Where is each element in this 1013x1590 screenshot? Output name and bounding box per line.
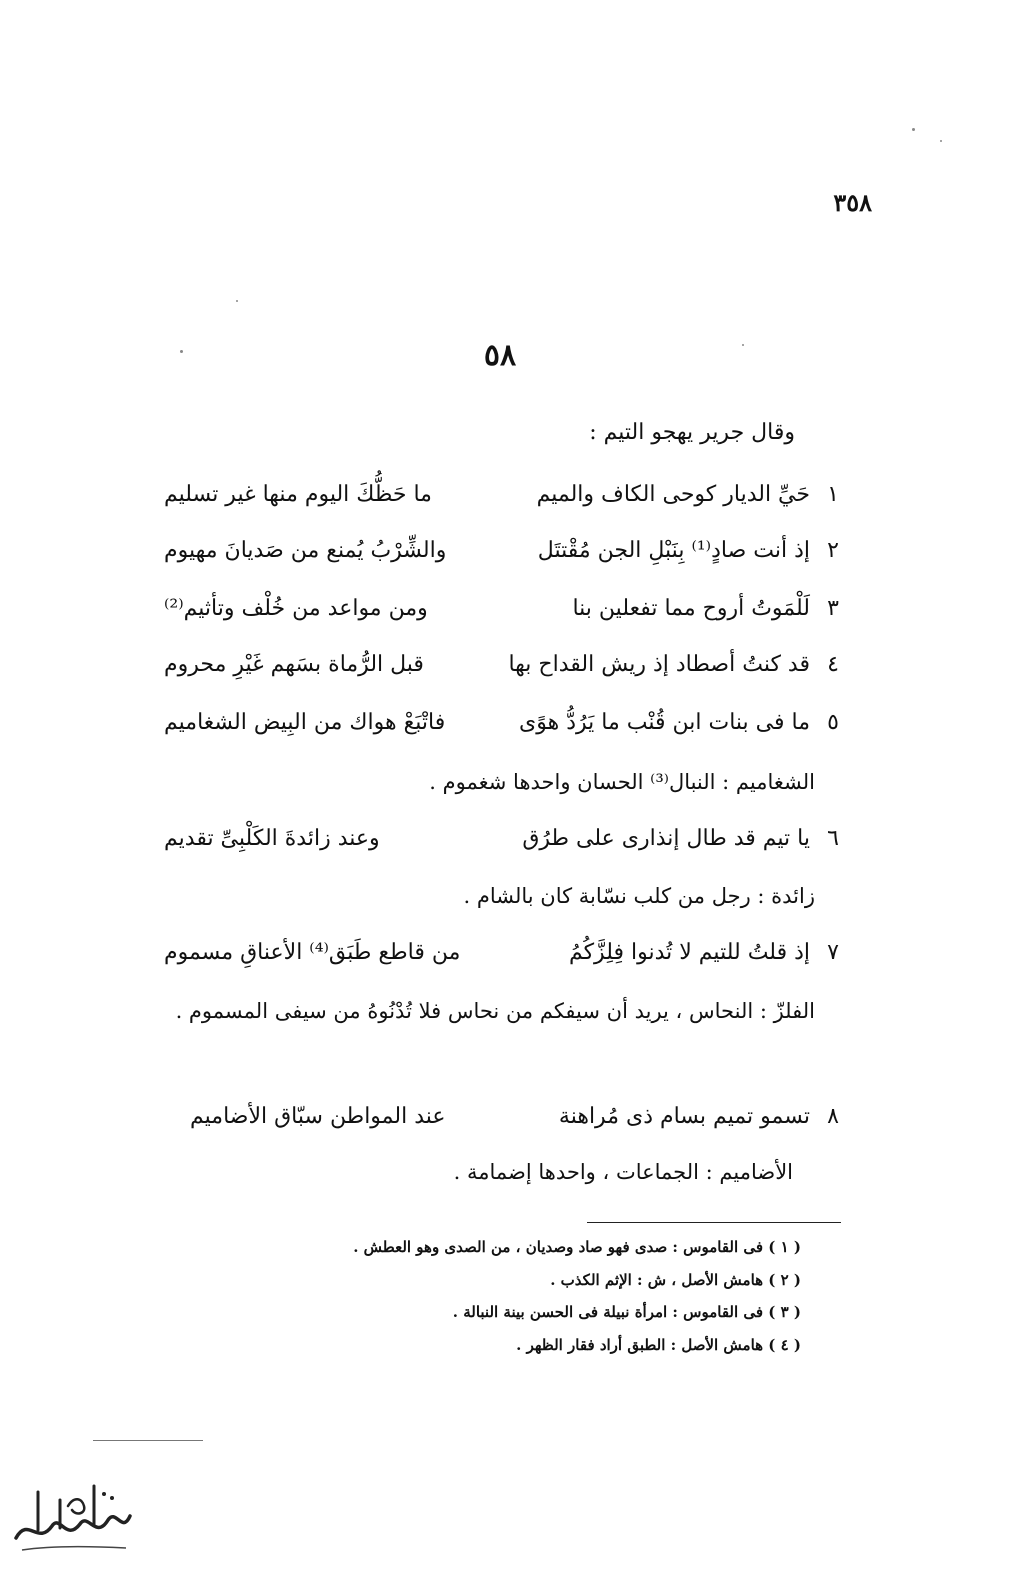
gloss-zaida: زائدة : رجل من كلب نسّابة كان بالشام .: [463, 884, 815, 908]
verse-first-hemistich: لَلْمَوتُ أروح مما تفعلين بنا: [572, 596, 810, 621]
verse-second-hemistich: والشِّرْبُ يُمنع من صَديانَ مهيوم: [164, 538, 447, 563]
verse-number: ٥: [827, 710, 839, 735]
verse-first-hemistich: إذ أنت صادٍ⁽¹⁾ بِنَبْلِ الجن مُقْتتَل: [537, 538, 810, 563]
scan-speck: [742, 344, 744, 346]
verse-second-hemistich: وعند زائدةَ الكَلْبِىِّ تقديم: [164, 826, 380, 851]
verse-number: ١: [827, 482, 839, 507]
verse-first-hemistich: حَيِّ الديار كوحى الكاف والميم: [536, 482, 810, 507]
verse-first-hemistich: ما فى بنات ابن قُنْب ما يَرُدُّ هوًى: [519, 710, 810, 735]
scan-speck: [940, 140, 942, 142]
verse-number: ٣: [827, 596, 839, 621]
verse-second-hemistich: فاتْبَعْ هواك من البِيض الشغاميم: [164, 710, 446, 735]
verse-first-hemistich: قد كنتُ أصطاد إذ ريش القداح بها: [508, 652, 810, 677]
verse-first-hemistich: إذ قلتُ للتيم لا تُدنوا فِلِزَّكُمُ: [568, 940, 810, 965]
verse-first-hemistich: يا تيم قد طال إنذارى على طرُق: [522, 826, 810, 851]
footnote-separator: [587, 1222, 841, 1223]
verse-second-hemistich: قبل الرُّماة بسَهم غَيْرِ محروم: [164, 652, 424, 677]
verse-number: ٦: [827, 826, 839, 851]
page-number: ٣٥٨: [833, 188, 872, 217]
verse-number: ٧: [827, 940, 839, 965]
footnote-4: ( ٤ ) هامش الأصل : الطبق أراد فقار الظهر .: [516, 1336, 801, 1354]
gloss-shaghamim: الشغاميم : النبال⁽³⁾ الحسان واحدها شغموم .: [429, 770, 815, 794]
footnote-2: ( ٢ ) هامش الأصل ، ش : الإثم الكذب .: [550, 1271, 801, 1289]
gloss-fuluzz: الفلزّ : النحاس ، يريد أن سيفكم من نحاس فلا تُدْنُوهُ من سيفى المسموم .: [175, 999, 815, 1023]
verse-second-hemistich: من قاطع طَبَق⁽⁴⁾ الأعناقِ مسموم: [164, 940, 461, 965]
intro-line: وقال جرير يهجو التيم :: [589, 420, 795, 445]
scan-speck: [180, 350, 183, 353]
footnote-3: ( ٣ ) فى القاموس : امرأة نبيلة فى الحسن بينة النبالة .: [452, 1303, 801, 1321]
verse-first-hemistich: تسمو تميم بسام ذى مُراهنة: [558, 1104, 810, 1129]
verse-second-hemistich: ما حَظُّكَ اليوم منها غير تسليم: [164, 482, 432, 507]
verse-number: ٨: [827, 1104, 839, 1129]
scan-speck: [912, 128, 915, 131]
verse-number: ٢: [827, 538, 839, 563]
verse-number: ٤: [827, 652, 839, 677]
scan-speck: [236, 300, 238, 302]
gloss-adamim: الأضاميم : الجماعات ، واحدها إضمامة .: [453, 1160, 793, 1184]
scan-edge-line: [93, 1440, 203, 1441]
poem-number: ٥٨: [483, 338, 517, 373]
verse-second-hemistich: عند المواطن سبّاق الأضاميم: [190, 1104, 446, 1129]
verse-second-hemistich: ومن مواعد من خُلْف وتأثيم⁽²⁾: [164, 596, 428, 621]
footnote-1: ( ١ ) فى القاموس : صدى فهو صاد وصديان ، من الصدى وهو العطش .: [353, 1238, 801, 1256]
library-stamp-logo: [8, 1476, 136, 1562]
